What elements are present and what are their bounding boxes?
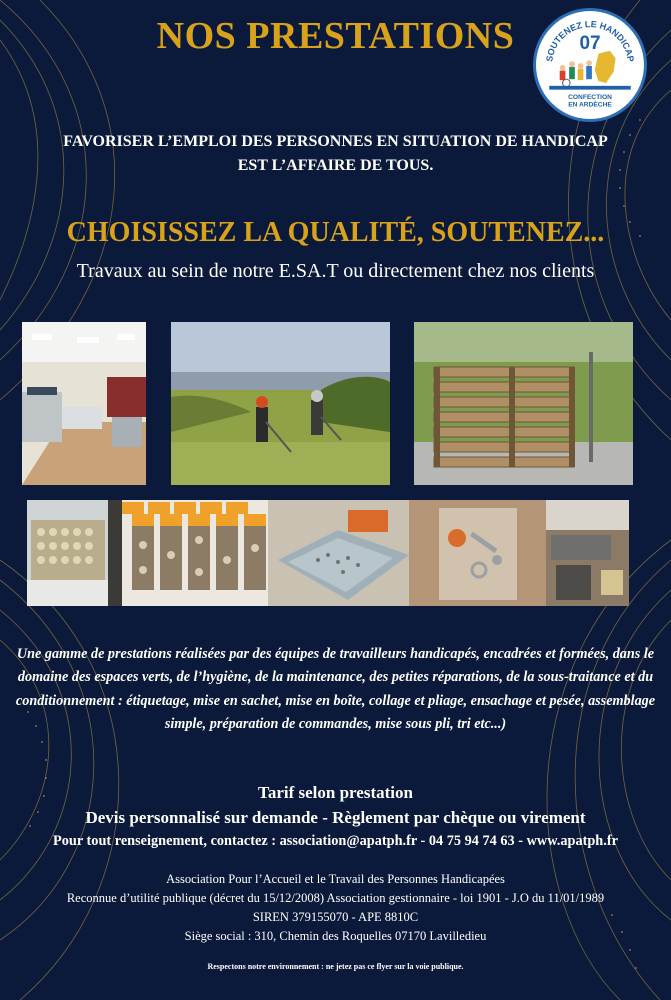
svg-text:CONFECTION: CONFECTION: [568, 94, 612, 102]
page-title: NOS PRESTATIONS: [156, 15, 515, 57]
headline-line-1: FAVORISER L’EMPLOI DES PERSONNES EN SITUATION DE HANDICAP: [63, 133, 608, 150]
association-siren: SIREN 379155070 - APE 8810C: [252, 910, 419, 924]
photo-jars-of-nuts: [108, 500, 268, 606]
photo-kitchen: [22, 322, 146, 485]
photo-jars-in-tray: [27, 500, 108, 606]
quote-payment-note: Devis personnalisé sur demande - Règlement par chèque ou virement: [85, 808, 586, 827]
photo-hardware-bag: [409, 500, 546, 606]
photo-workbench: [546, 500, 629, 606]
subtitle-services-location: Travaux au sein de notre E.SA.T ou directement chez nos clients: [76, 260, 595, 282]
services-description: Une gamme de prestations réalisées par des équipes de travailleurs handicapés, encadrées et formées, dans le domaine des espaces verts, de l’hygiène, de la maintenance, des petites réparations, de la sous-traitance et du conditionnement : étiquetage, mise en sachet, mise en boîte, collage et pliage, ensachage et pesée, assemblage simple, préparation de commandes, mise sous pli, tri etc...): [15, 646, 656, 732]
association-name: Association Pour l’Accueil et le Travail des Personnes Handicapées: [166, 872, 505, 886]
photo-wooden-compost-bin: [414, 322, 633, 485]
photo-brush-cutting: [171, 322, 390, 485]
svg-text:SOUTENEZ LE HANDICAP: SOUTENEZ LE HANDICAP: [544, 19, 636, 63]
photo-parts-trays: [268, 500, 409, 606]
association-address: Siège social : 310, Chemin des Roquelles 07170 Lavilledieu: [184, 929, 487, 943]
environment-footer: Respectons notre environnement : ne jetez pas ce flyer sur la voie publique.: [207, 962, 464, 971]
svg-text:EN ARDÈCHE: EN ARDÈCHE: [568, 101, 612, 109]
contact-info: Pour tout renseignement, contactez : association@apatph.fr - 04 75 94 74 63 - www.apatph.fr: [53, 833, 618, 849]
svg-text:07: 07: [579, 32, 601, 54]
association-recognition: Reconnue d’utilité publique (décret du 15/12/2008) Association gestionnaire - loi 1901 - J.O du 11/01/1989: [66, 891, 605, 905]
soutenez-le-handicap-badge: [533, 8, 647, 122]
subtitle: CHOISISSEZ LA QUALITÉ, SOUTENEZ...: [66, 217, 605, 248]
pricing-note: Tarif selon prestation: [258, 783, 413, 802]
headline-line-2: EST L’AFFAIRE DE TOUS.: [237, 157, 434, 174]
